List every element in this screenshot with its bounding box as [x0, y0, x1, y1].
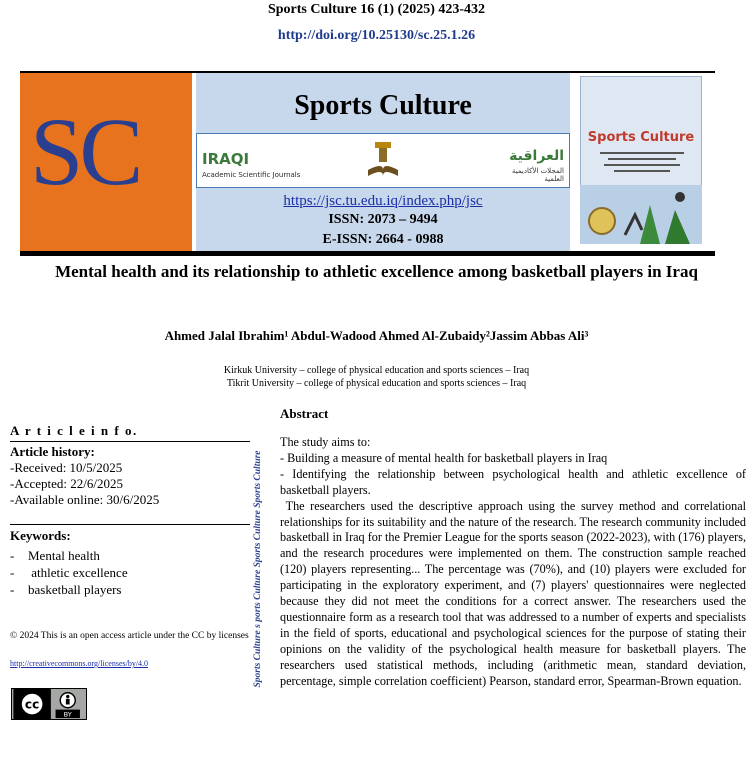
arabic-label: العراقية [509, 148, 564, 164]
arabic-subtitle: المجلات الأكاديمية العلمية [511, 167, 564, 183]
open-book-icon [366, 140, 400, 180]
cc-by-badge[interactable] [11, 688, 87, 720]
cover-title: Sports Culture [587, 130, 695, 145]
journal-title: Sports Culture [294, 90, 472, 121]
vertical-journal-watermark: Sports Culture s ports Culture Sports Culture Sports Culture [253, 450, 263, 688]
available-date: -Available online: 30/6/2025 [10, 492, 160, 507]
keywords-divider [10, 524, 250, 525]
license-link[interactable]: http://creativecommons.org/licenses/by/4.0 [10, 659, 149, 668]
article-info-heading: A r t i c l e i n f o. [10, 423, 138, 438]
issn: ISSN: 2073 – 9494 [328, 212, 438, 227]
abstract-method: The researchers used the descriptive approach using the survey method and correlational relationships for its suitability and the nature of the research. The research community included basketball in Iraq for the Premier League for the sports season (2022-2023), with (176) players, and the research procedures were implemented on them. The construction sample reached (120) players representing... The percentage was (70%), and (10) players were excluded for participating in the exploratory experiment, and (7) players' questionnaires were neglected because they did not meet the conditions for a correct answer. The researchers used the questionnaire form as a research tool that was addressed to a number of experts and specialists in the field of sports, educational and psychological sciences for the purpose of stating their opinions on the validity of the psychological health measure for basketball players. The researchers used statistical methods, including (arithmetic mean, standard deviation, percentage, simple correlation coefficient) Pearson, standard error, Spearman-Brown equation. [280, 498, 750, 688]
cover-sports-artwork [580, 185, 702, 244]
info-divider [10, 441, 250, 442]
cc-icon-text: cc [24, 697, 40, 712]
keywords-heading: Keywords: [10, 528, 71, 543]
cover-text-lines [590, 150, 694, 178]
accepted-date: -Accepted: 22/6/2025 [10, 476, 123, 491]
authors: Ahmed Jalal Ibrahim¹ Abdul-Wadood Ahmed Al-Zubaidy²Jassim Abbas Ali³ [164, 328, 589, 343]
list-item: - Mental health [10, 548, 100, 563]
e-issn: E-ISSN: 2664 - 0988 [322, 232, 444, 247]
list-item: - basketball players [10, 582, 122, 597]
iraqi-subtitle: Academic Scientific Journals [202, 171, 301, 179]
affiliation-2: Tikrit University – college of physical education and sports sciences – Iraq [226, 378, 527, 389]
by-label: BY [63, 710, 72, 719]
abstract-aim-2: - Identifying the relationship between psychological health and athletic excellence of basketball players. [280, 466, 746, 497]
banner-bottom-rule [20, 251, 715, 256]
received-date: -Received: 10/5/2025 [10, 460, 123, 475]
abstract-heading: Abstract [280, 406, 329, 421]
abstract-aim-intro: The study aims to: [280, 435, 371, 449]
doi-link[interactable]: http://doi.org/10.25130/sc.25.1.26 [277, 28, 476, 43]
sc-logo-letters: SC [30, 98, 140, 205]
affiliation-1: Kirkuk University – college of physical education and sports sciences – Iraq [223, 365, 530, 376]
abstract-aim-1: - Building a measure of mental health for basketball players in Iraq [280, 450, 608, 465]
journal-citation: Sports Culture 16 (1) (2025) 423-432 [267, 2, 486, 17]
history-label: Article history: [10, 444, 95, 459]
iraqi-label: IRAQI [202, 150, 250, 168]
list-item: - athletic excellence [10, 565, 128, 580]
keywords-list [10, 547, 128, 598]
article-history [10, 444, 159, 508]
journal-url-link[interactable]: https://jsc.tu.edu.iq/index.php/jsc [283, 193, 483, 209]
article-title: Mental health and its relationship to athletic excellence among basketball players in Iraq [55, 262, 698, 281]
license-text: © 2024 This is an open access article under the CC by licenses [10, 631, 249, 641]
abstract-body [280, 435, 750, 690]
